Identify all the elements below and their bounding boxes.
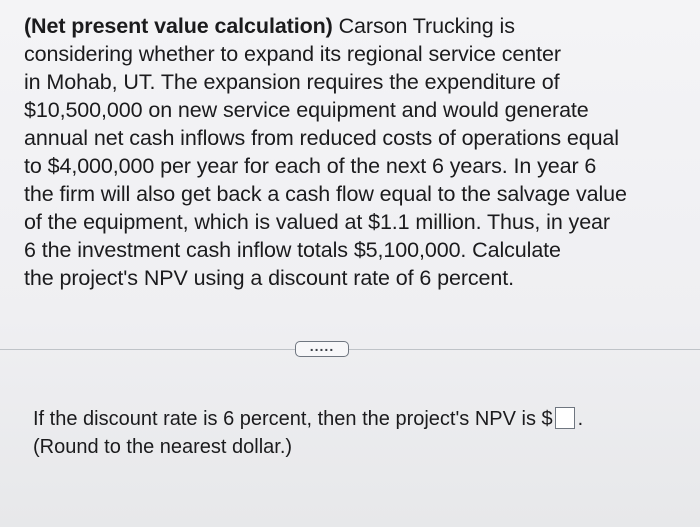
problem-title: (Net present value calculation) xyxy=(24,14,333,38)
problem-line-1: (Net present value calculation) Carson Trucking is xyxy=(24,14,515,38)
problem-line-9: 6 the investment cash inflow totals $5,100,000. Calculate xyxy=(24,238,561,262)
answer-prompt: If the discount rate is 6 percent, then the project's NPV is $ xyxy=(33,408,553,430)
problem-statement xyxy=(24,12,689,292)
more-dots-icon: ..... xyxy=(309,338,335,354)
problem-line-8: of the equipment, which is valued at $1.1 million. Thus, in year xyxy=(24,210,610,234)
show-more-button[interactable] xyxy=(295,338,349,357)
problem-line-7: the firm will also get back a cash flow equal to the salvage value xyxy=(24,182,627,206)
rounding-note: (Round to the nearest dollar.) xyxy=(33,436,293,458)
problem-line-2: considering whether to expand its regional service center xyxy=(24,42,561,66)
problem-line-5: annual net cash inflows from reduced costs of operations equal xyxy=(24,126,619,150)
problem-line-4: $10,500,000 on new service equipment and would generate xyxy=(24,98,589,122)
npv-answer-input[interactable] xyxy=(555,407,575,429)
problem-line-3: in Mohab, UT. The expansion requires the expenditure of xyxy=(24,70,560,94)
answer-line xyxy=(33,405,683,433)
section-divider xyxy=(0,349,700,350)
problem-line-10: the project's NPV using a discount rate of 6 percent. xyxy=(24,266,514,290)
answer-suffix: . xyxy=(577,408,584,430)
answer-section xyxy=(33,405,683,461)
problem-line-6: to $4,000,000 per year for each of the next 6 years. In year 6 xyxy=(24,154,597,178)
